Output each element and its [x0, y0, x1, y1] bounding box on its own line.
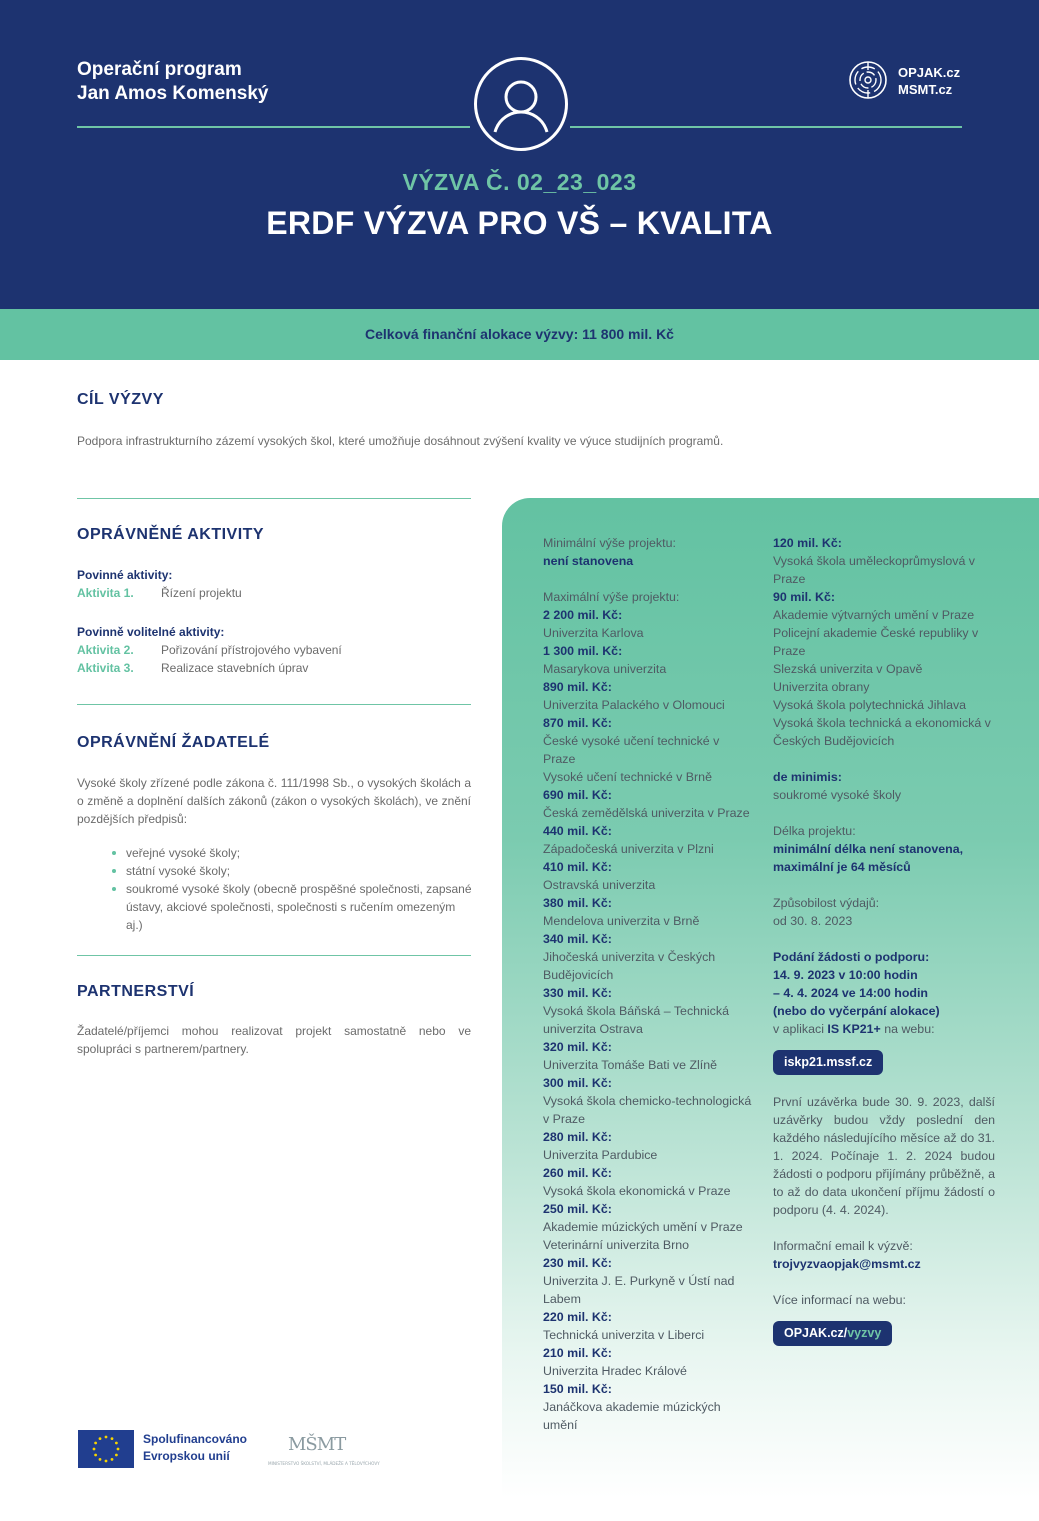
school-name: Vysoká škola uměleckoprůmyslová v Praze — [773, 554, 976, 586]
eligibility-value: od 30. 8. 2023 — [773, 914, 853, 928]
min-project-label: Minimální výše projektu: — [543, 536, 676, 550]
eu-star — [94, 1454, 97, 1457]
eu-text-line1: Spolufinancováno — [143, 1432, 248, 1446]
school-name: Vysoká škola ekonomická v Praze — [543, 1184, 731, 1198]
submission-app-name: IS KP21+ — [827, 1022, 881, 1036]
opjak-logo-icon — [848, 60, 888, 100]
email-link[interactable]: trojvyzvaopjak@msmt.cz — [773, 1257, 921, 1271]
amount-label: 90 mil. Kč: — [773, 590, 835, 604]
activity-text: Pořizování přístrojového vybavení — [161, 643, 342, 657]
divider — [77, 704, 471, 705]
activity-code: Aktivita 3. — [77, 661, 134, 675]
panel-column-right — [773, 534, 995, 1346]
school-name: Veterinární univerzita Brno — [543, 1238, 690, 1252]
school-name: Univerzita Hradec Králové — [543, 1364, 687, 1378]
header-banner — [0, 0, 1039, 309]
amount-label: 340 mil. Kč: — [543, 932, 612, 946]
activity-row — [77, 584, 242, 602]
amount-label: 1 300 mil. Kč: — [543, 644, 623, 658]
school-name: Vysoké učení technické v Brně — [543, 770, 712, 784]
school-name: Slezská univerzita v Opavě — [773, 662, 923, 676]
opjak-web-link-button[interactable] — [773, 1321, 892, 1346]
divider — [77, 955, 471, 956]
eu-star — [105, 1436, 108, 1439]
de-minimis-value: soukromé vysoké školy — [773, 788, 902, 802]
eu-star — [117, 1448, 120, 1451]
school-name: Vysoká škola technická a ekonomická v Českých Budějovicích — [773, 716, 991, 748]
amount-label: 210 mil. Kč: — [543, 1346, 612, 1360]
school-name: Západočeská univerzita v Plzni — [543, 842, 714, 856]
applicants-text: Vysoké školy zřízené podle zákona č. 111/1998 Sb., o vysokých školách a o změně a doplnění dalších zákonů (zákon o vysokých školách), ve znění pozdějších předpisů: — [77, 776, 471, 826]
msmt-logo-icon — [268, 1428, 380, 1472]
amount-label: 890 mil. Kč: — [543, 680, 612, 694]
duration-value: minimální délka není stanovena, maximální je 64 měsíců — [773, 842, 964, 874]
school-name: Univerzita Palackého v Olomouci — [543, 698, 725, 712]
list-item: veřejné vysoké školy; — [112, 844, 472, 862]
email-label: Informační email k výzvě: — [773, 1239, 913, 1253]
activity-text: Realizace stavebních úprav — [161, 661, 309, 675]
submission-label: Podání žádosti o podporu: — [773, 950, 930, 964]
header-divider-right — [570, 126, 962, 128]
amount-label: 230 mil. Kč: — [543, 1256, 612, 1270]
program-name-line1: Operační program — [77, 59, 242, 80]
svg-text:MINISTERSTVO ŠKOLSTVÍ, MLÁDEŽE: MINISTERSTVO ŠKOLSTVÍ, MLÁDEŽE A TĚLOVÝCHOVY — [268, 1461, 380, 1466]
submission-app-suffix: na webu: — [880, 1022, 935, 1036]
applicants-heading: OPRÁVNĚNÍ ŽADATELÉ — [77, 734, 270, 751]
school-name: Česká zemědělská univerzita v Praze — [543, 806, 750, 820]
amount-label: 280 mil. Kč: — [543, 1130, 612, 1144]
school-name: Univerzita Pardubice — [543, 1148, 658, 1162]
partnership-text: Žadatelé/příjemci mohou realizovat projekt samostatně nebo ve spolupráci s partnerem/partnery. — [77, 1024, 471, 1056]
allocation-bar — [0, 309, 1039, 360]
amount-label: 410 mil. Kč: — [543, 860, 612, 874]
min-project-value: není stanovena — [543, 554, 634, 568]
panel-column-left — [543, 534, 753, 1434]
activity-code: Aktivita 2. — [77, 643, 134, 657]
amount-label: 150 mil. Kč: — [543, 1382, 612, 1396]
school-name: Akademie výtvarných umění v Praze — [773, 608, 975, 622]
school-name: Masarykova univerzita — [543, 662, 667, 676]
amount-label: 690 mil. Kč: — [543, 788, 612, 802]
school-name: Policejní akademie České republiky v Praze — [773, 626, 979, 658]
optional-activities-label: Povinně volitelné aktivity: — [77, 625, 225, 639]
amount-label: 120 mil. Kč: — [773, 536, 842, 550]
web-link-main: OPJAK.cz/ — [784, 1326, 848, 1340]
submission-app — [773, 1020, 995, 1038]
program-name-line2: Jan Amos Komenský — [77, 83, 269, 104]
school-name: Vysoká škola chemicko-technologická v Praze — [543, 1094, 752, 1126]
activities-heading: OPRÁVNĚNÉ AKTIVITY — [77, 526, 265, 543]
school-name: Vysoká škola Báňská – Technická univerzita Ostrava — [543, 1004, 729, 1036]
iskp-link-button[interactable]: iskp21.mssf.cz — [773, 1050, 883, 1075]
mandatory-activities-label: Povinné aktivity: — [77, 568, 173, 582]
max-project-list-continued — [773, 534, 995, 750]
activity-row — [77, 659, 308, 677]
amount-label: 440 mil. Kč: — [543, 824, 612, 838]
web-link-accent: vyzvy — [847, 1326, 882, 1340]
amount-label: 380 mil. Kč: — [543, 896, 612, 910]
activity-text: Řízení projektu — [161, 586, 242, 600]
school-name: Ostravská univerzita — [543, 878, 656, 892]
list-item: soukromé vysoké školy (obecně prospěšné společnosti, zapsané ústavy, akciové společnosti, společnosti s ručením omezeným aj.) — [112, 880, 472, 934]
amount-label: 320 mil. Kč: — [543, 1040, 612, 1054]
eu-star — [111, 1458, 114, 1461]
eu-star — [99, 1437, 102, 1440]
max-project-label: Maximální výše projektu: — [543, 590, 680, 604]
person-icon — [474, 57, 568, 151]
divider — [77, 498, 471, 499]
eu-flag-icon — [78, 1430, 134, 1468]
school-name: Vysoká škola polytechnická Jihlava — [773, 698, 967, 712]
eu-star — [105, 1460, 108, 1463]
header-links — [898, 64, 960, 98]
eu-star — [115, 1442, 118, 1445]
activity-code: Aktivita 1. — [77, 586, 134, 600]
eu-cofinanced-text — [143, 1431, 247, 1465]
call-title: ERDF VÝZVA PRO VŠ – KVALITA — [266, 205, 773, 241]
amount-label: 260 mil. Kč: — [543, 1166, 612, 1180]
goal-text: Podpora infrastrukturního zázemí vysokých škol, které umožňuje dosáhnout zvýšení kvality ve výuce studijních programů. — [77, 434, 724, 448]
msmt-link[interactable]: MSMT.cz — [898, 82, 953, 97]
applicants-list — [112, 844, 472, 934]
submission-start: 14. 9. 2023 v 10:00 hodin — [773, 968, 918, 982]
duration-label: Délka projektu: — [773, 824, 856, 838]
eu-text-line2: Evropskou unií — [143, 1449, 230, 1463]
school-name: Jihočeská univerzita v Českých Budějovicích — [543, 950, 716, 982]
opjak-link[interactable]: OPJAK.cz — [898, 65, 961, 80]
school-name: Univerzita Karlova — [543, 626, 644, 640]
school-name: Univerzita obrany — [773, 680, 870, 694]
call-number: VÝZVA Č. 02_23_023 — [402, 169, 637, 195]
amount-label: 2 200 mil. Kč: — [543, 608, 623, 622]
program-name — [77, 58, 268, 106]
eligibility-label: Způsobilost výdajů: — [773, 896, 880, 910]
amount-label: 330 mil. Kč: — [543, 986, 612, 1000]
school-name: Univerzita J. E. Purkyně v Ústí nad Labem — [543, 1274, 735, 1306]
submission-note: (nebo do vyčerpání alokace) — [773, 1004, 940, 1018]
eu-star — [111, 1437, 114, 1440]
amount-label: 300 mil. Kč: — [543, 1076, 612, 1090]
partnership-heading: PARTNERSTVÍ — [77, 983, 195, 1000]
amount-label: 250 mil. Kč: — [543, 1202, 612, 1216]
de-minimis-label: de minimis: — [773, 770, 842, 784]
activity-row — [77, 641, 342, 659]
school-name: Janáčkova akademie múzických umění — [543, 1400, 721, 1432]
more-info-label: Více informací na webu: — [773, 1293, 906, 1307]
submission-end: – 4. 4. 2024 ve 14:00 hodin — [773, 986, 928, 1000]
school-name: České vysoké učení technické v Praze — [543, 734, 720, 766]
submission-app-prefix: v aplikaci — [773, 1022, 828, 1036]
goal-heading: CÍL VÝZVY — [77, 391, 164, 408]
allocation-text: Celková finanční alokace výzvy: 11 800 mil. Kč — [365, 326, 674, 342]
amount-label: 220 mil. Kč: — [543, 1310, 612, 1324]
eu-star — [115, 1454, 118, 1457]
eu-star — [94, 1442, 97, 1445]
school-name: Univerzita Tomáše Bati ve Zlíně — [543, 1058, 718, 1072]
amount-label: 870 mil. Kč: — [543, 716, 612, 730]
school-name: Akademie múzických umění v Praze — [543, 1220, 743, 1234]
header-divider-left — [77, 126, 470, 128]
eu-star — [93, 1448, 96, 1451]
deadline-text: První uzávěrka bude 30. 9. 2023, další uzávěrky budou vždy poslední den každého následujícího měsíce až do 31. 1. 2024. Počínaje 1. 2. 2024 budou žádosti o podporu přijímány průběžně, a to až do data ukončení příjmu žádostí o podporu (4. 4. 2024). — [773, 1095, 995, 1217]
svg-text:MŠMT: MŠMT — [288, 1434, 346, 1455]
school-name: Mendelova univerzita v Brně — [543, 914, 700, 928]
max-project-list — [543, 606, 753, 1434]
school-name: Technická univerzita v Liberci — [543, 1328, 705, 1342]
eu-star — [99, 1458, 102, 1461]
list-item: státní vysoké školy; — [112, 862, 472, 880]
